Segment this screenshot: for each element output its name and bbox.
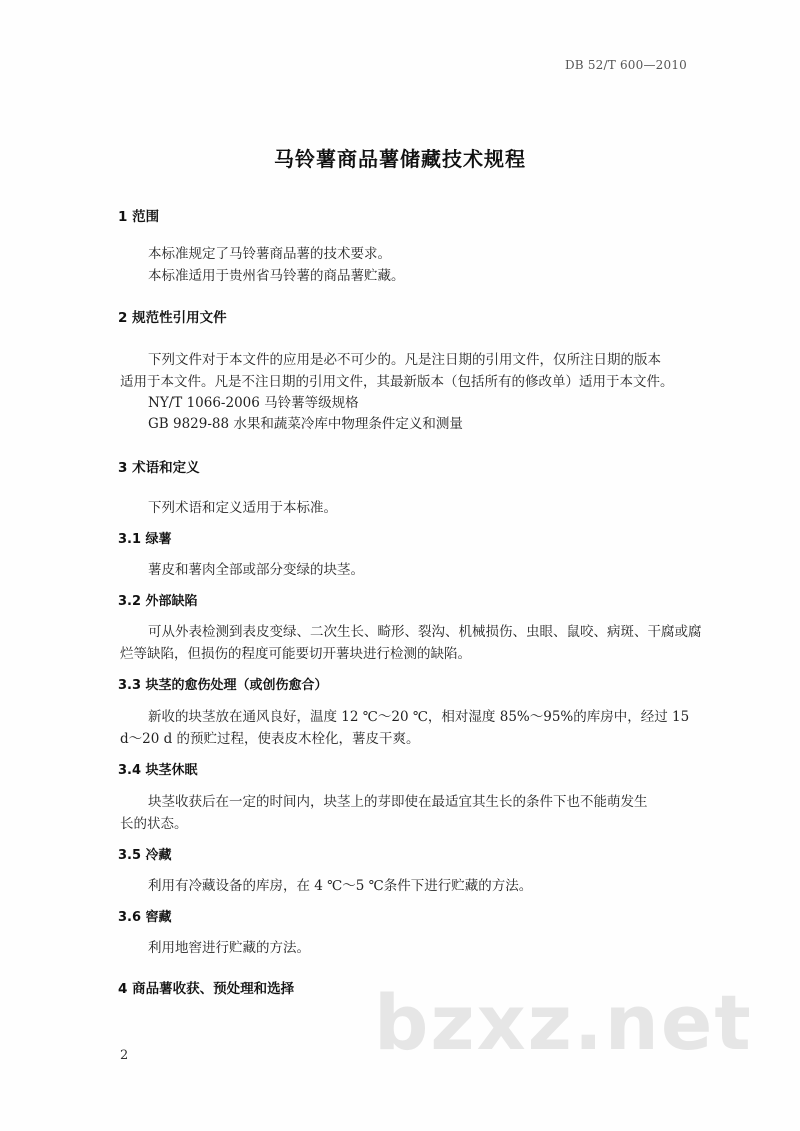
section-1-paragraph-2: 本标准适用于贵州省马铃薯的商品薯贮藏。	[148, 268, 405, 284]
term-3-5-heading: 3.5 冷藏	[118, 848, 172, 863]
term-3-5-definition: 利用有冷藏设备的库房，在 4 ℃～5 ℃条件下进行贮藏的方法。	[148, 878, 533, 894]
section-4-heading: 4 商品薯收获、预处理和选择	[118, 981, 295, 997]
page-number: 2	[120, 1048, 129, 1063]
section-2-paragraph-line-2: 适用于本文件。凡是不注日期的引用文件，其最新版本（包括所有的修改单）适用于本文件。	[120, 374, 674, 390]
term-3-3-definition-line-2: d～20 d 的预贮过程，使表皮木栓化，薯皮干爽。	[120, 731, 420, 747]
term-3-4-heading: 3.4 块茎休眠	[118, 763, 198, 778]
term-3-1-heading: 3.1 绿薯	[118, 532, 172, 547]
section-1-paragraph-1: 本标准规定了马铃薯商品薯的技术要求。	[148, 246, 391, 262]
section-3-intro: 下列术语和定义适用于本标准。	[148, 500, 337, 516]
term-3-3-definition-line-1: 新收的块茎放在通风良好，温度 12 ℃～20 ℃，相对湿度 85%～95%的库房中，经过 15	[148, 709, 690, 725]
term-3-2-definition-line-1: 可从外表检测到表皮变绿、二次生长、畸形、裂沟、机械损伤、虫眼、鼠咬、病斑、干腐或腐	[148, 624, 702, 640]
normative-reference-2: GB 9829-88 水果和蔬菜冷库中物理条件定义和测量	[148, 416, 463, 432]
section-1-heading: 1 范围	[118, 209, 160, 225]
standard-code: DB 52/T 600—2010	[564, 58, 687, 72]
term-3-2-heading: 3.2 外部缺陷	[118, 594, 198, 609]
watermark: bzxz.net	[374, 978, 753, 1067]
term-3-2-definition-line-2: 烂等缺陷，但损伤的程度可能要切开薯块进行检测的缺陷。	[120, 646, 471, 662]
term-3-6-heading: 3.6 窖藏	[118, 910, 172, 925]
term-3-4-definition-line-1: 块茎收获后在一定的时间内，块茎上的芽即使在最适宜其生长的条件下也不能萌发生	[148, 794, 648, 810]
term-3-1-definition: 薯皮和薯肉全部或部分变绿的块茎。	[148, 562, 364, 578]
section-3-heading: 3 术语和定义	[118, 460, 200, 476]
term-3-3-heading: 3.3 块茎的愈伤处理（或创伤愈合）	[118, 678, 328, 693]
section-2-paragraph-line-1: 下列文件对于本文件的应用是必不可少的。凡是注日期的引用文件，仅所注日期的版本	[148, 352, 661, 368]
document-title: 马铃薯商品薯储藏技术规程	[274, 147, 526, 171]
section-2-heading: 2 规范性引用文件	[118, 310, 227, 326]
term-3-6-definition: 利用地窖进行贮藏的方法。	[148, 940, 310, 956]
normative-reference-1: NY/T 1066-2006 马铃薯等级规格	[148, 395, 359, 411]
term-3-4-definition-line-2: 长的状态。	[120, 816, 188, 832]
